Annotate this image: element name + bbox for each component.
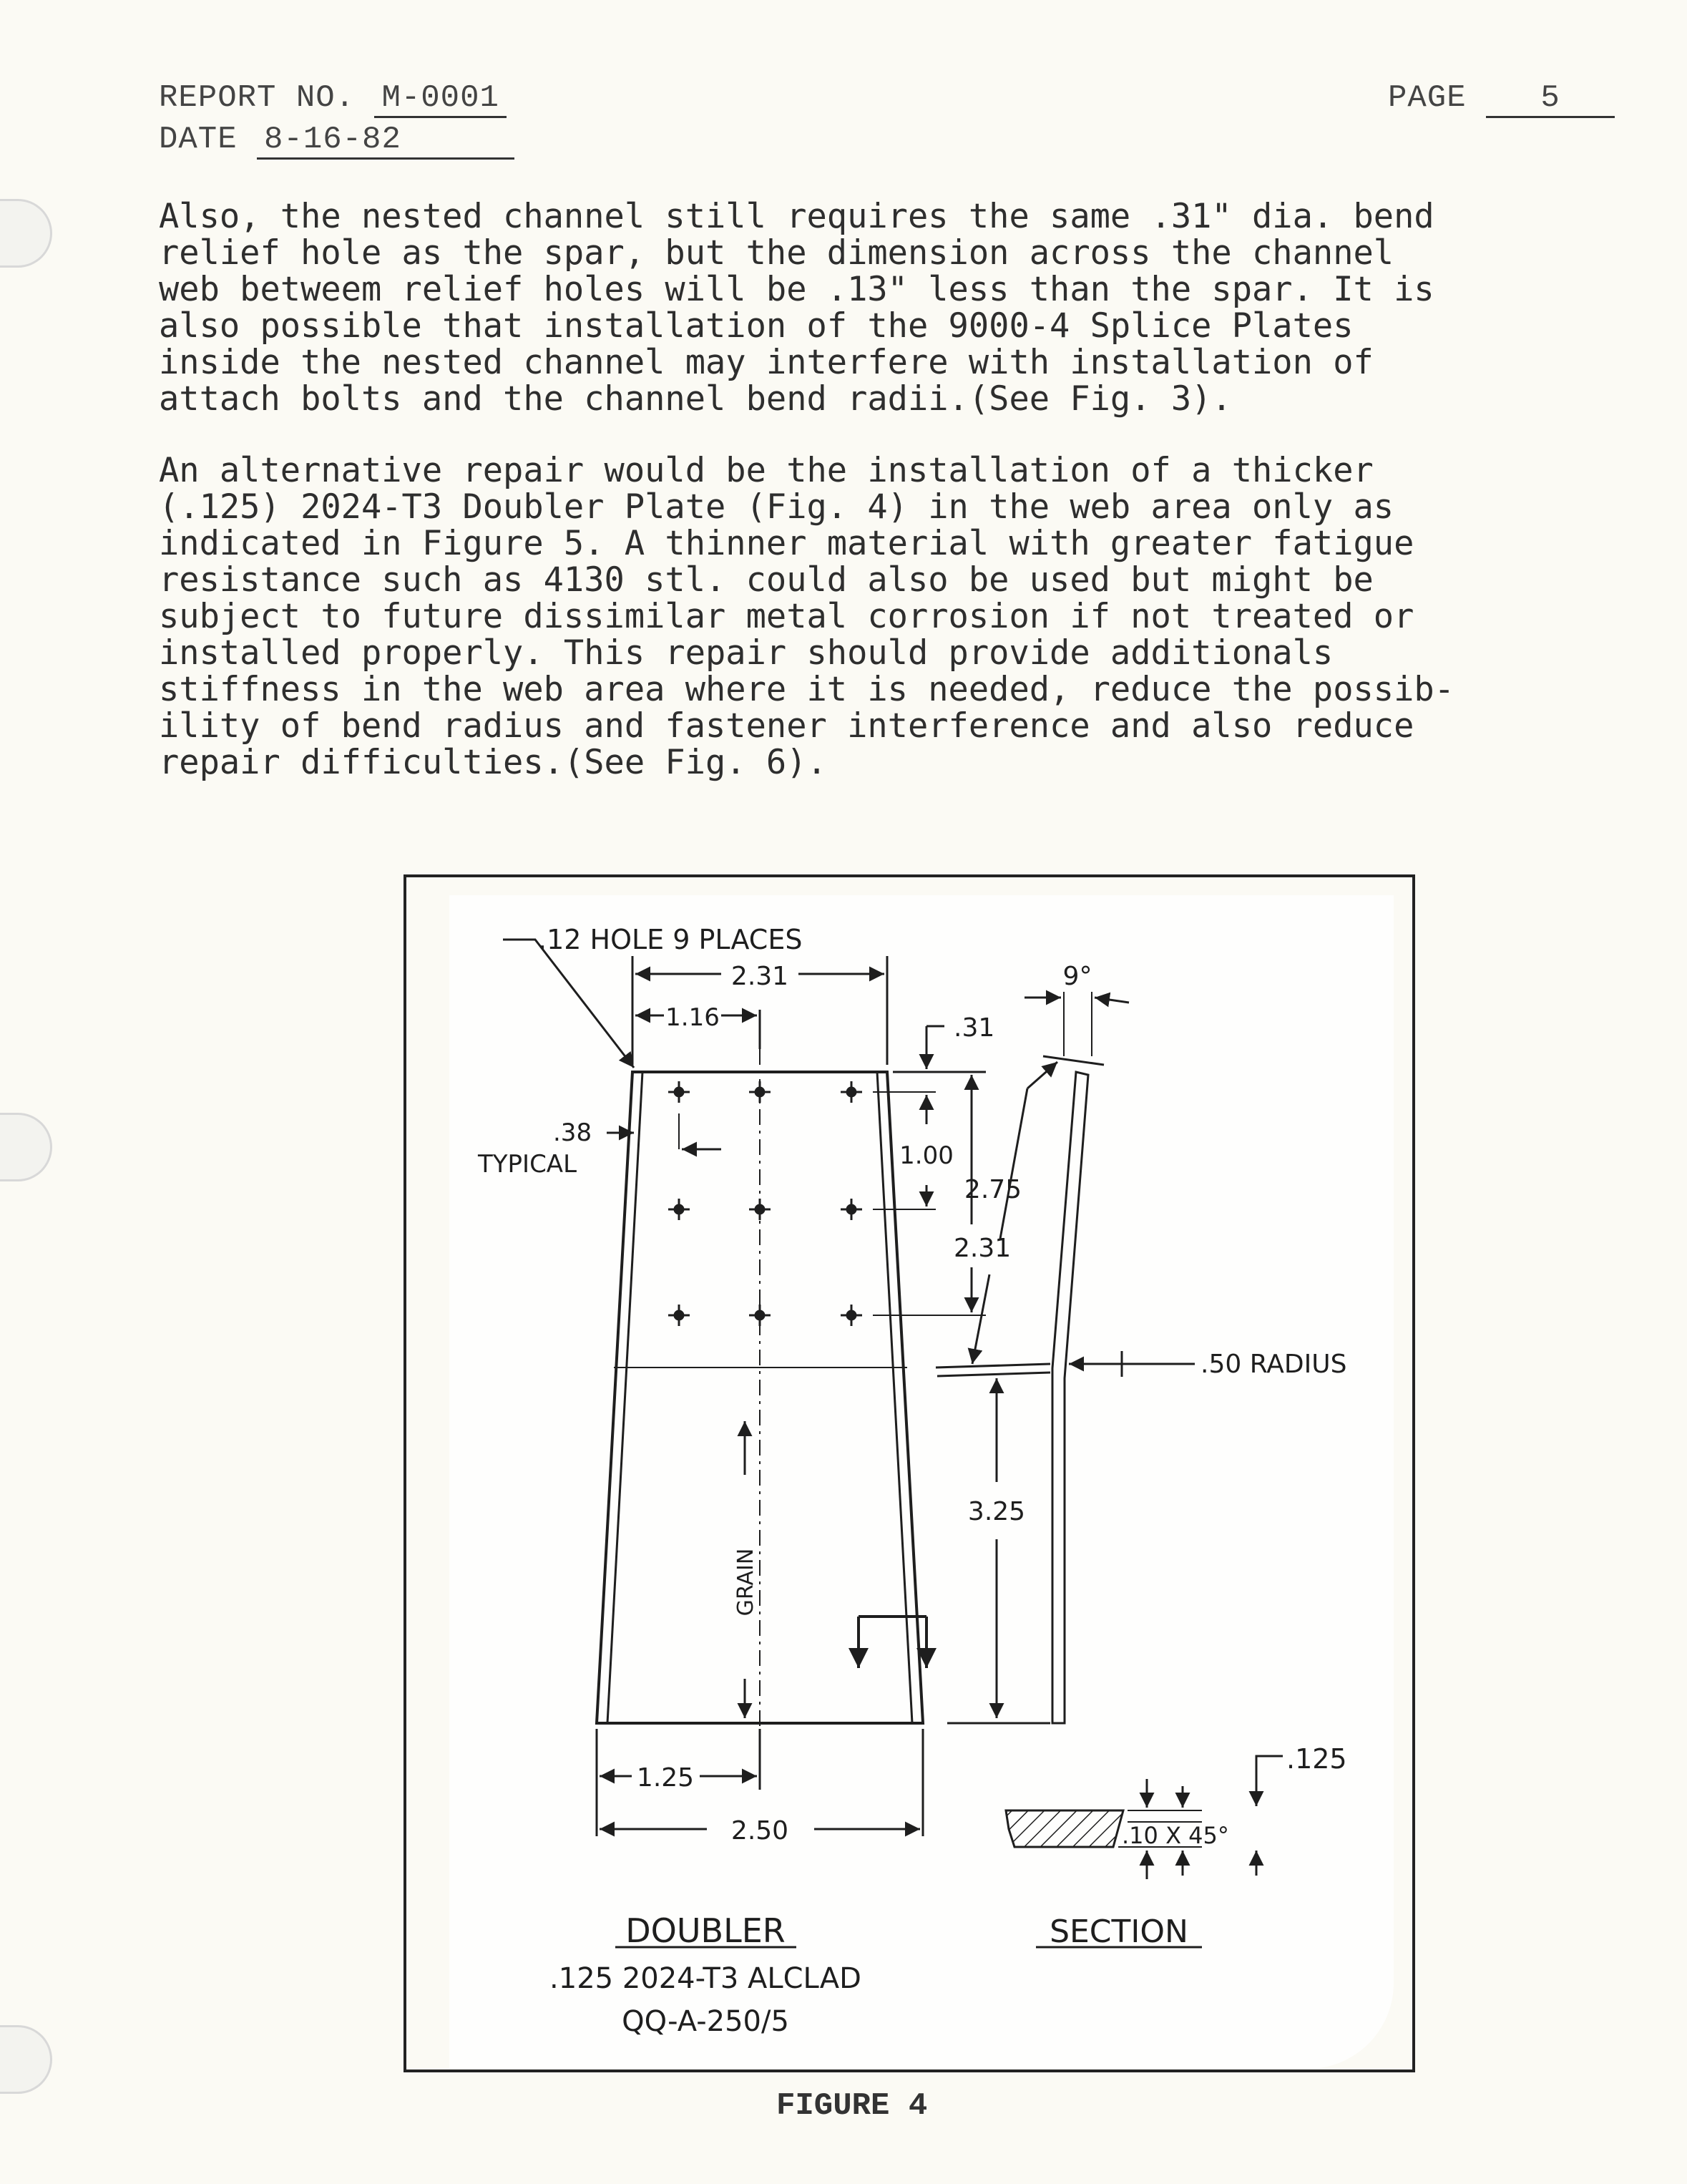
dim-top-width-label: 2.31: [730, 962, 789, 991]
ext-bend-b: [937, 1373, 1050, 1376]
report-number: M-0001: [374, 80, 506, 118]
dim-half-width-label: 1.16: [665, 1003, 720, 1032]
para2-line: An alternative repair would be the installation of a thicker: [159, 451, 1374, 490]
para1-line: relief hole as the spar, but the dimension across the channel: [159, 233, 1394, 273]
para2-line: subject to future dissimilar metal corrosion if not treated or: [159, 597, 1414, 636]
paragraph-1: [159, 198, 1575, 417]
grain-label: GRAIN: [733, 1548, 758, 1617]
date-line: [159, 122, 514, 160]
para2-line: installed properly. This repair should provide additionals: [159, 633, 1334, 673]
dim-typical-label: .38: [553, 1118, 592, 1147]
chamfer-label: .10 X 45°: [1122, 1822, 1229, 1849]
dim-angle-label: 9°: [1062, 962, 1092, 991]
para2-line: (.125) 2024-T3 Doubler Plate (Fig. 4) in the web area only as: [159, 487, 1394, 527]
hole-pattern: [668, 1081, 862, 1326]
dim-spacing-label: 1.00: [899, 1141, 954, 1170]
para2-line: stiffness in the web area where it is needed, reduce the possib-: [159, 670, 1454, 709]
para2-line: resistance such as 4130 stl. could also be used but might be: [159, 560, 1374, 600]
ext-bend: [936, 1364, 1050, 1368]
dim-bottom-width-label: 2.50: [730, 1816, 789, 1846]
dim-angle: [1025, 992, 1129, 1056]
typical-label: TYPICAL: [478, 1150, 577, 1179]
para1-line: also possible that installation of the 9000-4 Splice Plates: [159, 306, 1354, 346]
radius-leader: [1069, 1351, 1195, 1377]
para2-line: ility of bend radius and fastener interference and also reduce: [159, 706, 1414, 746]
dim-typical-edge: [607, 1113, 721, 1149]
dim-hole-span-label: 2.31: [954, 1234, 1012, 1263]
dim-upper-length: [972, 1062, 1057, 1364]
report-date: 8-16-82: [257, 122, 514, 160]
page-number-line: [1388, 80, 1615, 118]
report-label: REPORT NO.: [159, 80, 356, 116]
dim-lower-length-label: 3.25: [967, 1497, 1026, 1526]
doubler-drawing: [406, 877, 1412, 2070]
material-spec: .125 2024-T3 ALCLAD: [549, 1962, 861, 1995]
binder-hole-middle: [0, 1113, 52, 1181]
para1-line: web betweem relief holes will be .13" less than the spar. It is: [159, 270, 1434, 309]
doubler-title: DOUBLER: [625, 1911, 786, 1950]
section-thickness-label: .125: [1286, 1743, 1347, 1775]
para2-line: indicated in Figure 5. A thinner material with greater fatigue: [159, 524, 1414, 563]
binder-hole-bottom: [0, 2025, 52, 2094]
binder-hole-top: [0, 199, 52, 268]
qq-spec: QQ-A-250/5: [622, 2005, 789, 2038]
para1-line: inside the nested channel may interfere with installation of: [159, 343, 1374, 382]
figure-caption: FIGURE 4: [776, 2088, 928, 2124]
side-profile: [1043, 1056, 1104, 1723]
hole-note: .12 HOLE 9 PLACES: [538, 924, 803, 955]
section-view: [1006, 1756, 1283, 1879]
para1-line: attach bolts and the channel bend radii.(See Fig. 3).: [159, 379, 1232, 419]
page-label: PAGE: [1388, 80, 1467, 116]
hole-callout-leader: [503, 940, 634, 1068]
dim-edge-offset: [926, 1026, 944, 1069]
radius-label: .50 RADIUS: [1201, 1350, 1347, 1379]
report-number-line: [159, 80, 507, 118]
dim-bottom-half-label: 1.25: [636, 1763, 695, 1793]
para2-line: repair difficulties.(See Fig. 6).: [159, 743, 827, 782]
paragraph-2: [159, 452, 1575, 781]
dim-edge-label: .31: [954, 1013, 995, 1043]
figure-4-frame: [404, 874, 1415, 2072]
dim-upper-length-label: 2.75: [964, 1175, 1022, 1204]
page-number: 5: [1486, 80, 1615, 118]
date-label: DATE: [159, 122, 238, 157]
para1-line: Also, the nested channel still requires the same .31" dia. bend: [159, 197, 1434, 236]
section-title: SECTION: [1050, 1914, 1188, 1950]
